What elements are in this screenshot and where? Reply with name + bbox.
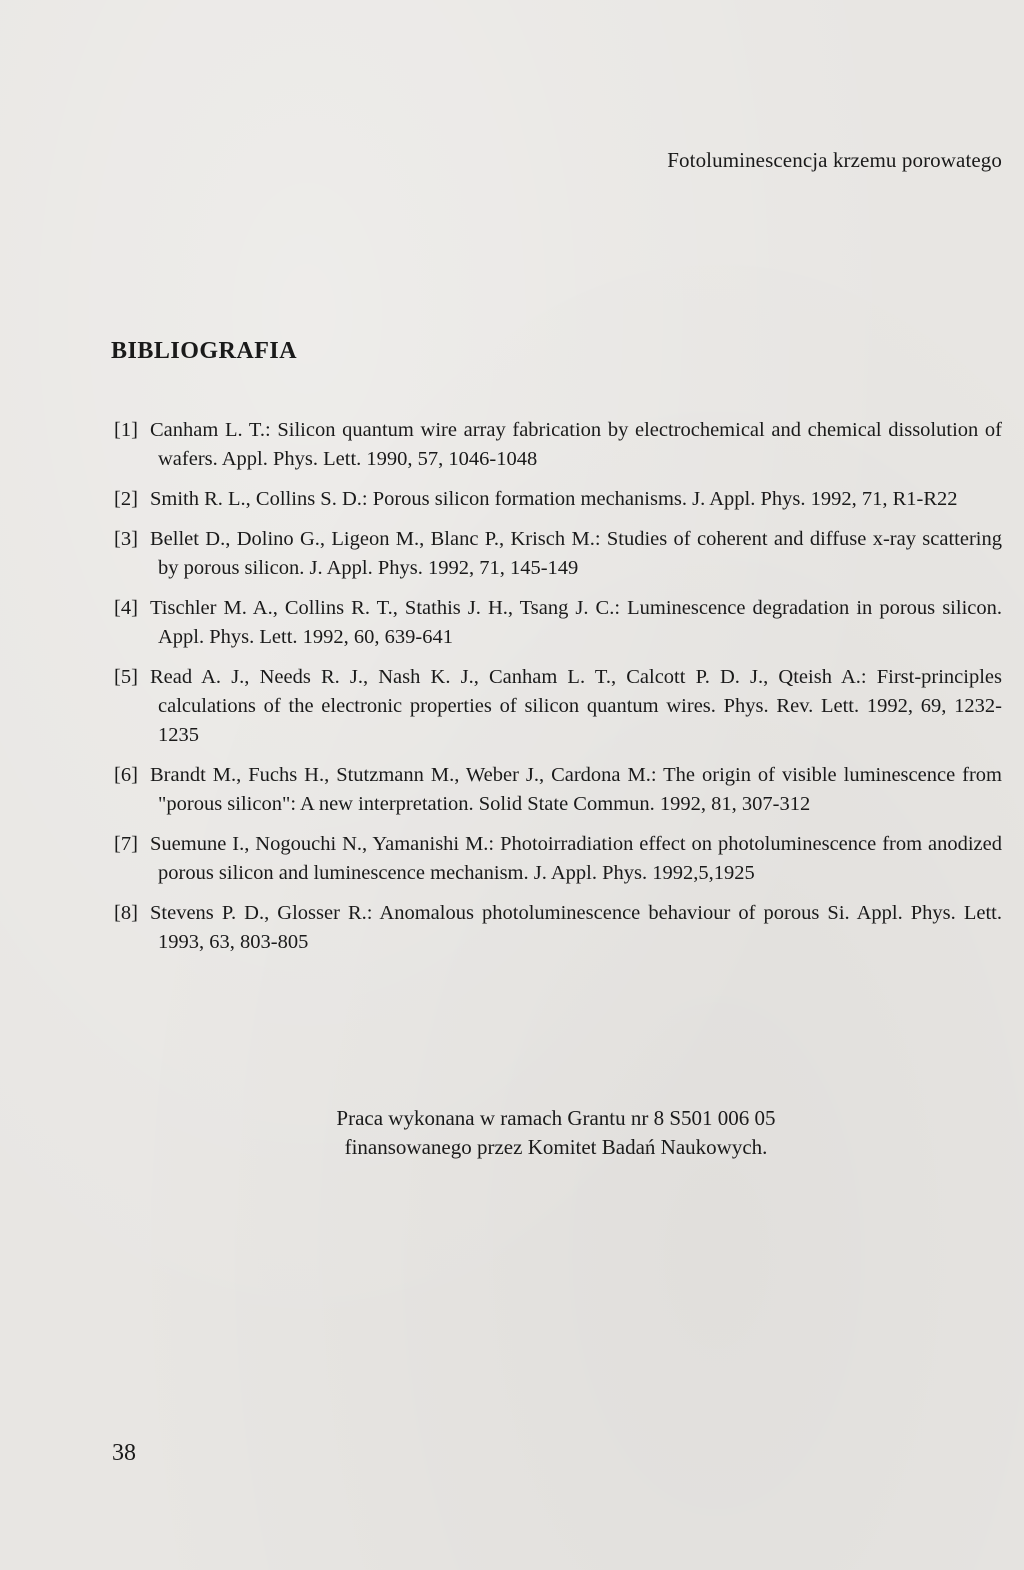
reference-item (114, 525, 1002, 583)
reference-item (114, 761, 1002, 819)
reference-number: [4] (114, 597, 138, 619)
reference-item (114, 899, 1002, 957)
reference-text: Brandt M., Fuchs H., Stutzmann M., Weber J., Cardona M.: The origin of visible luminescence from "porous silicon": A new interpretation. Solid State Commun. 1992, 81, 307-312 (150, 764, 1002, 815)
reference-text: Bellet D., Dolino G., Ligeon M., Blanc P., Krisch M.: Studies of coherent and diffuse x-ray scattering by porous silicon. J. Appl. Phys. 1992, 71, 145-149 (150, 528, 1002, 579)
funding-note-line: finansowanego przez Komitet Badań Naukowych. (344, 1135, 768, 1159)
reference-item (114, 416, 1002, 474)
section-title: BIBLIOGRAFIA (111, 338, 298, 364)
running-head: Fotoluminescencja krzemu porowatego (667, 148, 1002, 172)
reference-text: Stevens P. D., Glosser R.: Anomalous photoluminescence behaviour of porous Si. Appl. Phys. Lett. 1993, 63, 803-805 (150, 902, 1002, 953)
reference-list (114, 416, 1002, 968)
reference-number: [3] (114, 528, 138, 550)
reference-number: [5] (114, 666, 138, 688)
reference-item (114, 663, 1002, 750)
reference-number: [6] (114, 764, 138, 786)
reference-text: Suemune I., Nogouchi N., Yamanishi M.: Photoirradiation effect on photoluminescence from anodized porous silicon and luminescence mechanism. J. Appl. Phys. 1992,5,1925 (150, 833, 1002, 884)
reference-item (114, 485, 1002, 514)
reference-text: Canham L. T.: Silicon quantum wire array fabrication by electrochemical and chemical dissolution of wafers. Appl. Phys. Lett. 1990, 57, 1046-1048 (150, 419, 1002, 470)
reference-item (114, 830, 1002, 888)
page-number: 38 (112, 1440, 136, 1466)
funding-note-line: Praca wykonana w ramach Grantu nr 8 S501 006 05 (336, 1106, 776, 1130)
reference-number: [1] (114, 419, 138, 441)
reference-text: Smith R. L., Collins S. D.: Porous silicon formation mechanisms. J. Appl. Phys. 1992, 71, R1-R22 (150, 488, 958, 510)
reference-text: Tischler M. A., Collins R. T., Stathis J. H., Tsang J. C.: Luminescence degradation in porous silicon. Appl. Phys. Lett. 1992, 60, 639-641 (150, 597, 1002, 648)
funding-note (0, 1104, 1024, 1162)
reference-number: [2] (114, 488, 138, 510)
reference-text: Read A. J., Needs R. J., Nash K. J., Canham L. T., Calcott P. D. J., Qteish A.: First-principles calculations of the electronic properties of silicon quantum wires. Phys. Rev. Lett. 1992, 69, 1232-1235 (150, 666, 1002, 746)
reference-item (114, 594, 1002, 652)
reference-number: [8] (114, 902, 138, 924)
reference-number: [7] (114, 833, 138, 855)
